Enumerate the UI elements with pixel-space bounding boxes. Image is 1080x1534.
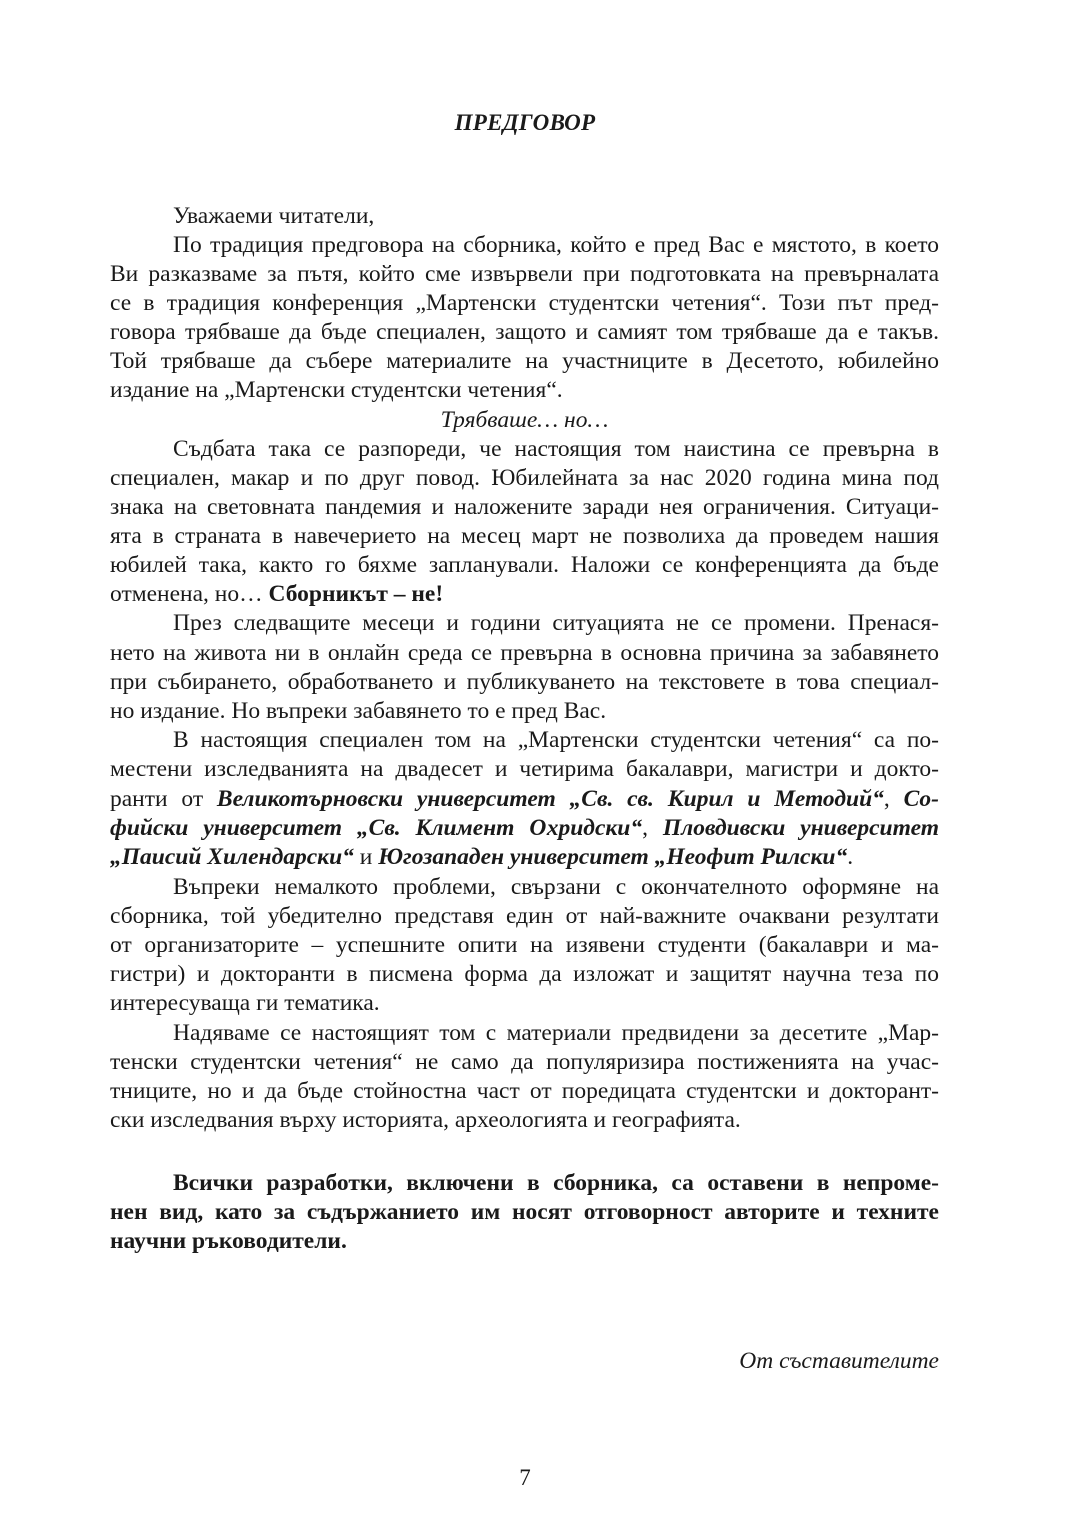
university-name: Великотърновски университет „Св. св. Кирил и Методий“ bbox=[216, 786, 884, 812]
paragraph-4-line bbox=[110, 813, 939, 843]
university-name: Со- bbox=[903, 786, 940, 812]
greeting: Уважаеми читатели, bbox=[173, 203, 375, 229]
paragraph-5-line: от организаторите – успешните опити на изявени студенти (бакалаври и ма- bbox=[110, 932, 939, 958]
paragraph-1-line: издание на „Мартенски студентски четения“. bbox=[110, 377, 563, 403]
disclaimer-line: нен вид, като за съдържанието им носят отговорност авторите и техните bbox=[110, 1199, 939, 1225]
paragraph-1-line: говора трябваше да бъде специален, защото и самият том трябваше да е такъв. bbox=[110, 319, 939, 345]
paragraph-1-line: По традиция предговора на сборника, който е пред Вас е мястото, в което bbox=[173, 232, 939, 258]
paragraph-2-last-text: отменена, но… bbox=[110, 581, 269, 607]
paragraph-6-line: ски изследвания върху историята, археологията и географията. bbox=[110, 1107, 741, 1133]
collection-emphasis: Сборникът – не! bbox=[268, 581, 444, 607]
signature: От съставителите bbox=[739, 1348, 939, 1374]
paragraph-6-line: Надяваме се настоящият том с материали предвидени за десетите „Мар- bbox=[173, 1020, 939, 1046]
page-number: 7 bbox=[519, 1465, 531, 1490]
paragraph-3-line: при събирането, обработването и публикуването на текстовете в това специал- bbox=[110, 669, 939, 695]
disclaimer-line: Всички разработки, включени в сборника, са оставени в непроме- bbox=[173, 1170, 939, 1196]
interjection: Трябваше… но… bbox=[440, 407, 609, 433]
paragraph-4-line: местени изследванията на двадесет и четирима бакалаври, магистри и докто- bbox=[110, 756, 939, 782]
paragraph-3-line: През следващите месеци и години ситуацията не се промени. Пренася- bbox=[173, 610, 939, 636]
university-name: „Паисий Хилендарски“ bbox=[110, 844, 354, 870]
university-name: фийски университет „Св. Климент Охридски“ bbox=[110, 815, 643, 841]
paragraph-3-line: но издание. Но въпреки забавянето то е пред Вас. bbox=[110, 698, 607, 724]
period: . bbox=[847, 844, 854, 870]
paragraph-5-line: гистри) и докторанти в писмена форма да изложат и защитят научна теза по bbox=[110, 961, 939, 987]
paragraph-1-line: Той трябваше да събере материалите на участниците в Десетото, юбилейно bbox=[110, 348, 939, 374]
paragraph-5-line: Въпреки немалкото проблеми, свързани с окончателното оформяне на bbox=[173, 874, 939, 900]
disclaimer-line: научни ръководители. bbox=[110, 1228, 347, 1254]
paragraph-4-text: ранти от bbox=[110, 786, 217, 812]
paragraph-2-line: знака на световната пандемия и наложените заради нея ограничения. Ситуаци- bbox=[110, 494, 939, 520]
paragraph-6-line: тенски студентски четения“ не само да популяризира постиженията на учас- bbox=[110, 1049, 939, 1075]
paragraph-3-line: нето на живота ни в онлайн среда се превърна в основна причина за забавянето bbox=[110, 640, 939, 666]
paragraph-5-line: интересуваща ги тематика. bbox=[110, 990, 380, 1016]
paragraph-1-line: Ви разказваме за пътя, който сме извървели при подготовката на превърналата bbox=[110, 261, 939, 287]
paragraph-2-line: специален, макар и по друг повод. Юбилейната за нас 2020 година мина под bbox=[110, 465, 939, 491]
paragraph-5-line: сборника, той убедително представя един от най-важните очаквани резултати bbox=[110, 903, 939, 929]
paragraph-4-line bbox=[110, 784, 939, 814]
paragraph-2-line: юбилей така, както го бяхме запланували. Наложи се конференцията да бъде bbox=[110, 552, 939, 578]
separator: , bbox=[883, 786, 904, 812]
paragraph-4-line bbox=[110, 842, 939, 872]
conjunction: и bbox=[353, 844, 379, 870]
separator: , bbox=[642, 815, 663, 841]
university-name: Югозападен университет „Неофит Рилски“ bbox=[378, 844, 848, 870]
paragraph-2-line: Съдбата така се разпореди, че настоящия том наистина се превърна в bbox=[173, 436, 939, 462]
paragraph-2-line: ята в страната в навечерието на месец март не позволиха да проведем нашия bbox=[110, 523, 939, 549]
paragraph-1-line: се в традиция конференция „Мартенски студентски четения“. Този път пред- bbox=[110, 290, 939, 316]
paragraph-4-line: В настоящия специален том на „Мартенски студентски четения“ са по- bbox=[173, 727, 939, 753]
university-name: Пловдивски университет bbox=[662, 815, 939, 841]
paragraph-6-line: тниците, но и да бъде стойностна част от поредицата студентски и докторант- bbox=[110, 1078, 939, 1104]
paragraph-2-line bbox=[110, 579, 939, 609]
page-title: ПРЕДГОВОР bbox=[454, 110, 596, 135]
